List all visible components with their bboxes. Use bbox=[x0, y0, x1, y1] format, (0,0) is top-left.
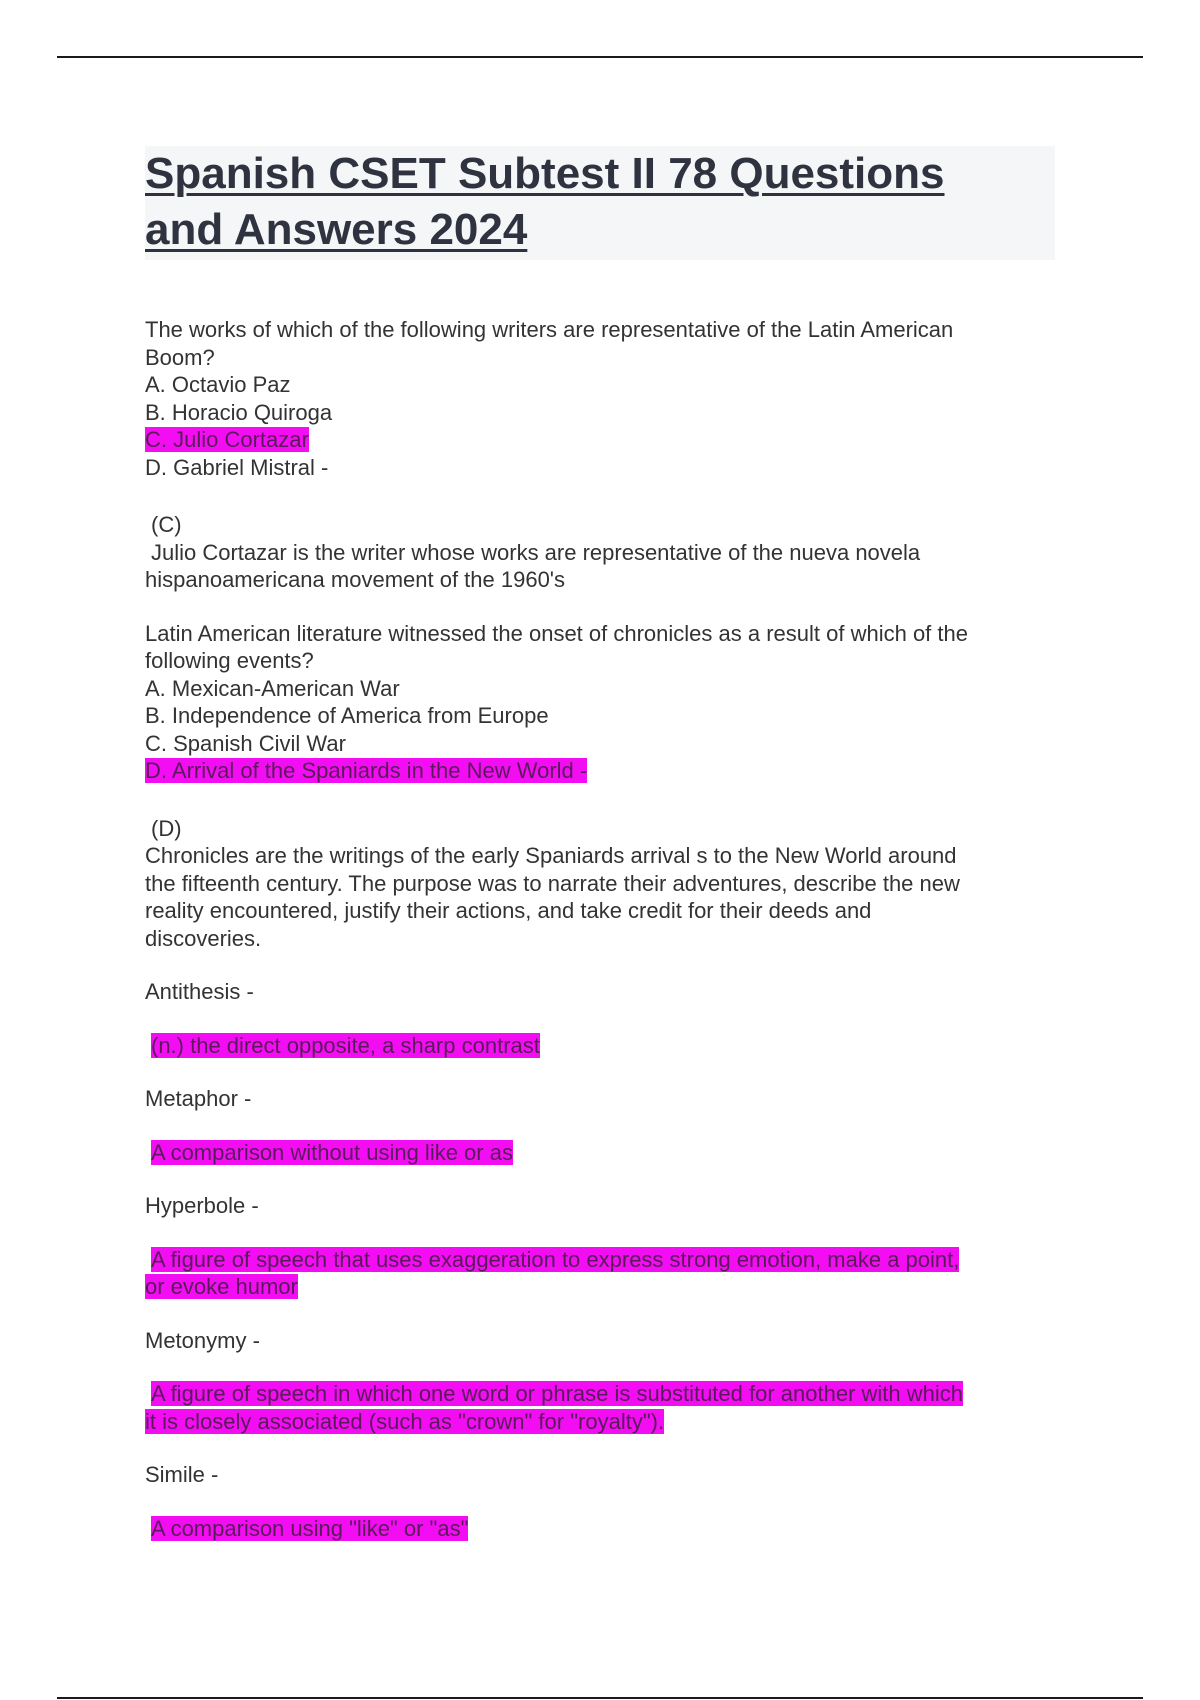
term-antithesis-label: Antithesis - bbox=[145, 979, 254, 1004]
question-2-stem-line-2: following events? bbox=[145, 648, 314, 673]
question-2-option-d-highlighted: D. Arrival of the Spaniards in the New World - bbox=[145, 758, 588, 783]
bottom-rule bbox=[57, 1697, 1143, 1699]
answer-1-explanation-line-1: Julio Cortazar is the writer whose works are representative of the nueva novela bbox=[151, 539, 921, 565]
answer-2-explanation-line-3: reality encountered, justify their actions, and take credit for their deeds and bbox=[145, 898, 872, 923]
question-2 bbox=[145, 620, 1055, 785]
top-rule bbox=[57, 56, 1143, 58]
term-antithesis bbox=[145, 978, 1055, 1006]
term-hyperbole-definition-line-1: A figure of speech that uses exaggeration to express strong emotion, make a point, bbox=[151, 1246, 960, 1272]
term-metaphor-label: Metaphor - bbox=[145, 1086, 252, 1111]
term-antithesis-definition-line-1: (n.) the direct opposite, a sharp contrast bbox=[151, 1032, 540, 1058]
term-metonymy-definition-line-1: A figure of speech in which one word or phrase is substituted for another with which bbox=[151, 1381, 964, 1406]
question-1-option-c-highlighted: C. Julio Cortazar bbox=[145, 427, 309, 452]
title-box bbox=[145, 146, 1055, 260]
question-2-stem-line-1: Latin American literature witnessed the onset of chronicles as a result of which of the bbox=[145, 620, 968, 646]
answer-2-explanation-line-2: the fifteenth century. The purpose was to narrate their adventures, describe the new bbox=[145, 870, 960, 896]
question-1-option-d: D. Gabriel Mistral - bbox=[145, 454, 329, 480]
term-simile bbox=[145, 1461, 1055, 1489]
answer-2-letter: (D) bbox=[151, 815, 182, 841]
term-metonymy-definition-line-2: it is closely associated (such as "crown" for "royalty"). bbox=[145, 1408, 665, 1434]
answer-2 bbox=[145, 815, 1055, 953]
question-1-stem-line-2: Boom? bbox=[145, 344, 215, 370]
term-metaphor-definition bbox=[145, 1139, 1055, 1167]
title-line-1: Spanish CSET Subtest II 78 Questions bbox=[145, 149, 945, 198]
term-antithesis-definition bbox=[145, 1032, 1055, 1060]
term-hyperbole-label: Hyperbole - bbox=[145, 1193, 259, 1218]
term-metonymy-definition bbox=[145, 1380, 1055, 1435]
term-hyperbole bbox=[145, 1192, 1055, 1220]
question-1-option-b: B. Horacio Quiroga bbox=[145, 399, 333, 425]
document-title bbox=[145, 146, 1055, 258]
term-simile-definition-line-1: A comparison using "like" or "as" bbox=[151, 1515, 469, 1541]
term-metonymy bbox=[145, 1327, 1055, 1355]
term-metaphor bbox=[145, 1085, 1055, 1113]
answer-1-letter: (C) bbox=[151, 512, 182, 537]
document-body bbox=[145, 146, 1055, 1542]
term-metaphor-definition-line-1: A comparison without using like or as bbox=[151, 1139, 513, 1165]
question-1 bbox=[145, 316, 1055, 481]
answer-1 bbox=[145, 511, 1055, 594]
question-2-option-b: B. Independence of America from Europe bbox=[145, 703, 549, 728]
answer-2-explanation-line-1: Chronicles are the writings of the early Spaniards arrival s to the New World around bbox=[145, 843, 957, 868]
term-simile-definition bbox=[145, 1515, 1055, 1543]
question-2-option-a: A. Mexican-American War bbox=[145, 675, 400, 701]
question-2-option-c: C. Spanish Civil War bbox=[145, 730, 346, 756]
term-metonymy-label: Metonymy - bbox=[145, 1327, 260, 1353]
term-hyperbole-definition-line-2: or evoke humor bbox=[145, 1274, 298, 1299]
title-line-2: and Answers 2024 bbox=[145, 205, 528, 254]
term-simile-label: Simile - bbox=[145, 1462, 219, 1487]
answer-1-explanation-line-2: hispanoamericana movement of the 1960's bbox=[145, 567, 566, 592]
question-1-stem-line-1: The works of which of the following writers are representative of the Latin American bbox=[145, 317, 954, 342]
answer-2-explanation-line-4: discoveries. bbox=[145, 925, 262, 951]
term-hyperbole-definition bbox=[145, 1246, 1055, 1301]
question-1-option-a: A. Octavio Paz bbox=[145, 372, 291, 397]
